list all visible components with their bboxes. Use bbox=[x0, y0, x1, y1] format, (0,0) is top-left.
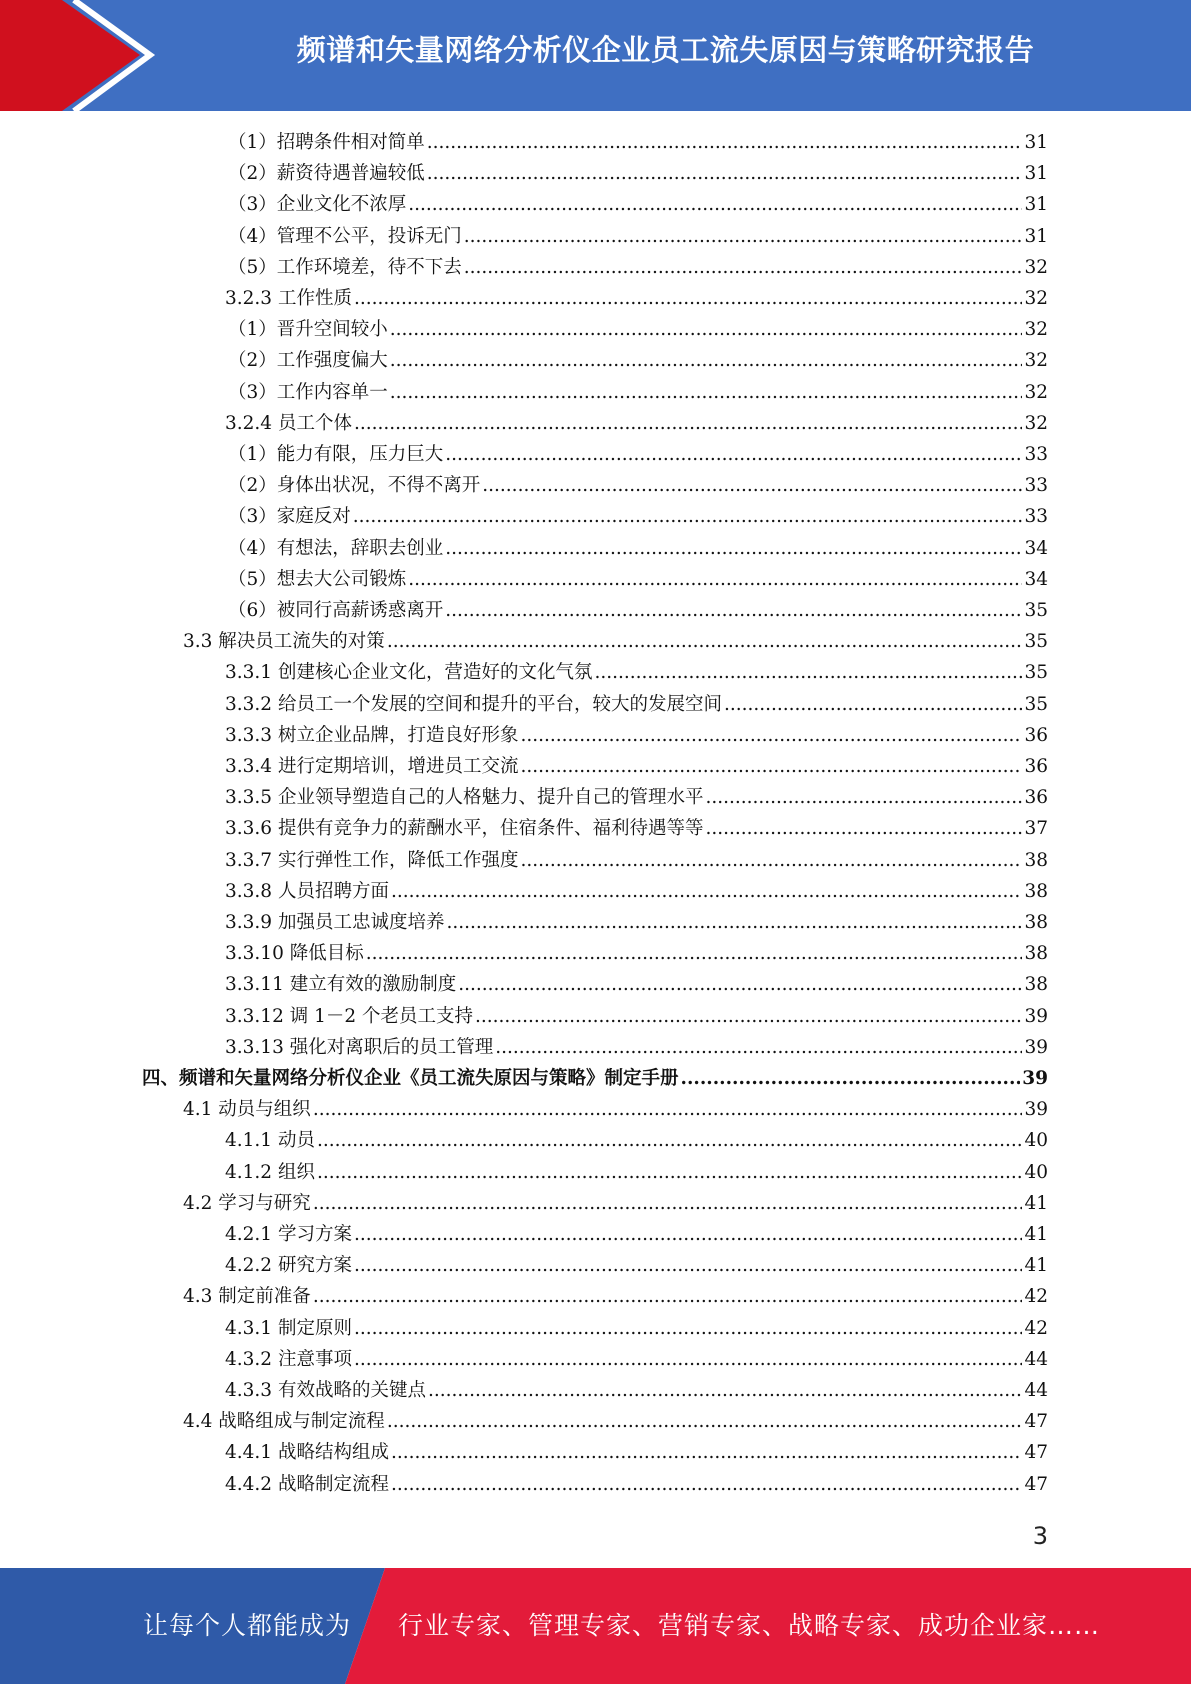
toc-entry-page: 37 bbox=[1024, 818, 1048, 840]
toc-dot-leader bbox=[313, 1094, 1023, 1125]
toc-dot-leader bbox=[354, 1250, 1023, 1281]
page-header bbox=[0, 0, 1191, 111]
toc-entry-page: 34 bbox=[1024, 537, 1048, 559]
toc-entry[interactable] bbox=[228, 595, 1048, 626]
toc-entry[interactable] bbox=[225, 751, 1048, 782]
toc-dot-leader bbox=[464, 221, 1023, 252]
toc-entry-page: 41 bbox=[1024, 1224, 1048, 1245]
toc-entry-page: 38 bbox=[1024, 943, 1048, 965]
toc-entry-page: 35 bbox=[1024, 631, 1048, 653]
toc-entry-page: 39 bbox=[1024, 1036, 1048, 1058]
toc-entry-page: 40 bbox=[1024, 1161, 1048, 1183]
toc-entry-page: 33 bbox=[1024, 475, 1048, 497]
toc-entry[interactable] bbox=[183, 1406, 1048, 1437]
toc-entry[interactable] bbox=[228, 470, 1048, 501]
toc-dot-leader bbox=[482, 470, 1022, 501]
toc-dot-leader bbox=[354, 1219, 1023, 1250]
toc-entry-label: （1）能力有限，压力巨大 bbox=[228, 444, 444, 465]
toc-entry[interactable] bbox=[228, 439, 1048, 470]
toc-entry-page: 42 bbox=[1024, 1286, 1048, 1308]
toc-entry-label: （3）家庭反对 bbox=[228, 506, 351, 528]
toc-entry-label: （5）想去大公司锻炼 bbox=[228, 568, 407, 590]
toc-entry[interactable] bbox=[183, 1188, 1048, 1219]
toc-dot-leader bbox=[594, 657, 1022, 688]
toc-entry-page: 31 bbox=[1024, 225, 1048, 247]
toc-entry[interactable] bbox=[225, 1313, 1048, 1344]
toc-entry-page: 39 bbox=[1022, 1068, 1048, 1089]
toc-entry-page: 35 bbox=[1024, 662, 1048, 684]
toc-entry[interactable] bbox=[228, 189, 1048, 220]
toc-dot-leader bbox=[354, 283, 1023, 314]
toc-entry-page: 47 bbox=[1024, 1442, 1048, 1464]
toc-entry-page: 31 bbox=[1024, 132, 1048, 153]
toc-entry-label: 4.4 战略组成与制定流程 bbox=[183, 1411, 385, 1433]
toc-entry-label: 4.4.1 战略结构组成 bbox=[225, 1442, 389, 1464]
toc-entry-page: 40 bbox=[1024, 1130, 1048, 1152]
toc-dot-leader bbox=[475, 1001, 1022, 1032]
toc-entry-page: 32 bbox=[1024, 319, 1048, 341]
toc-dot-leader bbox=[427, 127, 1023, 158]
toc-entry-page: 47 bbox=[1024, 1411, 1048, 1433]
toc-entry-label: （2）工作强度偏大 bbox=[228, 350, 388, 372]
footer-slogan-right: 行业专家、管理专家、营销专家、战略专家、成功企业家…… bbox=[398, 1611, 1101, 1640]
toc-dot-leader bbox=[313, 1188, 1023, 1219]
toc-entry-page: 38 bbox=[1024, 912, 1048, 933]
toc-entry-page: 44 bbox=[1024, 1380, 1048, 1401]
toc-dot-leader bbox=[408, 564, 1022, 595]
toc-entry[interactable] bbox=[225, 876, 1048, 907]
toc-dot-leader bbox=[391, 1437, 1022, 1468]
toc-dot-leader bbox=[445, 533, 1022, 564]
toc-entry-label: （1）晋升空间较小 bbox=[228, 319, 388, 341]
toc-dot-leader bbox=[495, 1032, 1022, 1063]
toc-entry-label: 3.3.7 实行弹性工作，降低工作强度 bbox=[225, 849, 519, 871]
toc-entry-label: 3.3.6 提供有竞争力的薪酬水平，住宿条件、福利待遇等等 bbox=[225, 818, 704, 840]
toc-entry-page: 38 bbox=[1024, 880, 1048, 902]
toc-entry[interactable] bbox=[225, 969, 1048, 1000]
toc-dot-leader bbox=[520, 751, 1022, 782]
toc-entry[interactable] bbox=[225, 1032, 1048, 1063]
toc-entry-label: 3.3.3 树立企业品牌，打造良好形象 bbox=[225, 724, 519, 746]
toc-dot-leader bbox=[445, 595, 1022, 626]
toc-dot-leader bbox=[408, 189, 1022, 220]
toc-dot-leader bbox=[353, 501, 1023, 532]
toc-dot-leader bbox=[366, 938, 1023, 969]
toc-dot-leader bbox=[705, 813, 1022, 844]
toc-entry[interactable] bbox=[228, 501, 1048, 532]
toc-entry-label: 四、频谱和矢量网络分析仪企业《员工流失原因与策略》制定手册 bbox=[142, 1068, 679, 1089]
toc-entry-label: 3.3 解决员工流失的对策 bbox=[183, 631, 385, 653]
toc-entry-page: 32 bbox=[1024, 412, 1048, 434]
toc-entry-label: 3.3.12 调 1－2 个老员工支持 bbox=[225, 1005, 474, 1027]
toc-entry-label: 3.3.9 加强员工忠诚度培养 bbox=[225, 912, 445, 933]
toc-entry-label: （1）招聘条件相对简单 bbox=[228, 132, 425, 153]
toc-dot-leader bbox=[354, 1313, 1023, 1344]
toc-entry-page: 34 bbox=[1024, 568, 1048, 590]
toc-entry[interactable] bbox=[183, 626, 1048, 657]
toc-dot-leader bbox=[458, 969, 1022, 1000]
toc-entry[interactable] bbox=[225, 1437, 1048, 1468]
toc-dot-leader bbox=[446, 907, 1022, 938]
page-footer bbox=[0, 1568, 1191, 1684]
toc-entry-page: 36 bbox=[1024, 787, 1048, 809]
toc-entry-label: 4.2 学习与研究 bbox=[183, 1192, 311, 1214]
toc-entry[interactable] bbox=[142, 1063, 1048, 1094]
toc-entry-page: 44 bbox=[1024, 1348, 1048, 1370]
toc-entry-page: 39 bbox=[1024, 1099, 1048, 1121]
toc-entry-label: 4.3.1 制定原则 bbox=[225, 1317, 352, 1339]
toc-entry[interactable] bbox=[225, 1375, 1048, 1406]
toc-entry[interactable] bbox=[183, 1094, 1048, 1125]
toc-dot-leader bbox=[445, 439, 1022, 470]
toc-entry[interactable] bbox=[225, 938, 1048, 969]
toc-entry[interactable] bbox=[225, 907, 1048, 938]
toc-entry-page: 32 bbox=[1024, 256, 1048, 278]
footer-slogan-left: 让每个人都能成为 bbox=[143, 1611, 352, 1640]
toc-entry[interactable] bbox=[228, 533, 1048, 564]
toc-dot-leader bbox=[387, 1406, 1023, 1437]
toc-entry-label: 3.3.4 进行定期培训，增进员工交流 bbox=[225, 756, 519, 777]
toc-entry[interactable] bbox=[228, 345, 1048, 376]
toc-entry-label: 4.3.2 注意事项 bbox=[225, 1348, 352, 1370]
toc-dot-leader bbox=[354, 1344, 1023, 1375]
toc-entry[interactable] bbox=[228, 377, 1048, 408]
toc-entry-label: （5）工作环境差，待不下去 bbox=[228, 256, 462, 278]
toc-entry-label: 3.3.1 创建核心企业文化，营造好的文化气氛 bbox=[225, 662, 593, 684]
toc-dot-leader bbox=[390, 314, 1023, 345]
toc-entry-page: 32 bbox=[1024, 381, 1048, 403]
toc-entry-label: 3.3.5 企业领导塑造自己的人格魅力、提升自己的管理水平 bbox=[225, 787, 704, 809]
toc-entry-page: 39 bbox=[1024, 1005, 1048, 1027]
toc-entry-label: 3.3.2 给员工一个发展的空间和提升的平台，较大的发展空间 bbox=[225, 693, 722, 715]
toc-entry-label: （6）被同行高薪诱惑离开 bbox=[228, 600, 444, 621]
toc-entry[interactable] bbox=[228, 252, 1048, 283]
toc-entry-page: 38 bbox=[1024, 974, 1048, 996]
toc-entry-label: （4）管理不公平，投诉无门 bbox=[228, 225, 462, 247]
toc-dot-leader bbox=[391, 1469, 1022, 1500]
toc-entry-label: 4.3.3 有效战略的关键点 bbox=[225, 1380, 426, 1401]
toc-entry-page: 42 bbox=[1024, 1317, 1048, 1339]
toc-entry-label: 4.3 制定前准备 bbox=[183, 1286, 311, 1308]
toc-entry-label: （3）工作内容单一 bbox=[228, 381, 388, 403]
toc-dot-leader bbox=[520, 720, 1022, 751]
toc-entry[interactable] bbox=[225, 720, 1048, 751]
toc-entry-label: 4.4.2 战略制定流程 bbox=[225, 1473, 389, 1495]
toc-entry[interactable] bbox=[228, 158, 1048, 189]
toc-entry-label: 3.2.3 工作性质 bbox=[225, 288, 352, 309]
toc-entry-page: 31 bbox=[1024, 194, 1048, 216]
toc-entry-label: 4.1.2 组织 bbox=[225, 1161, 315, 1183]
toc-entry-label: （2）身体出状况，不得不离开 bbox=[228, 475, 481, 497]
toc-entry-page: 35 bbox=[1024, 600, 1048, 621]
toc-entry[interactable] bbox=[225, 1157, 1048, 1188]
toc-entry-page: 47 bbox=[1024, 1473, 1048, 1495]
toc-entry[interactable] bbox=[225, 1250, 1048, 1281]
report-title: 频谱和矢量网络分析仪企业员工流失原因与策略研究报告 bbox=[296, 33, 1035, 67]
toc-entry[interactable] bbox=[225, 1344, 1048, 1375]
toc-entry[interactable] bbox=[228, 564, 1048, 595]
toc-entry[interactable] bbox=[225, 782, 1048, 813]
toc-dot-leader bbox=[520, 845, 1022, 876]
toc-dot-leader bbox=[724, 689, 1022, 720]
toc-entry-page: 32 bbox=[1024, 350, 1048, 372]
toc-dot-leader bbox=[317, 1157, 1023, 1188]
toc-entry-page: 31 bbox=[1024, 163, 1048, 185]
toc-dot-leader bbox=[390, 377, 1023, 408]
toc-dot-leader bbox=[428, 1375, 1022, 1406]
toc-entry[interactable] bbox=[225, 1219, 1048, 1250]
toc-dot-leader bbox=[391, 876, 1022, 907]
toc-entry-page: 36 bbox=[1024, 756, 1048, 777]
toc-entry[interactable] bbox=[225, 283, 1048, 314]
toc-entry[interactable] bbox=[225, 845, 1048, 876]
toc-entry[interactable] bbox=[225, 813, 1048, 844]
toc-entry-label: 3.3.13 强化对离职后的员工管理 bbox=[225, 1036, 494, 1058]
toc-entry[interactable] bbox=[225, 1125, 1048, 1156]
toc-entry-page: 35 bbox=[1024, 693, 1048, 715]
toc-entry-label: （4）有想法，辞职去创业 bbox=[228, 537, 444, 559]
toc-entry-page: 36 bbox=[1024, 724, 1048, 746]
toc-entry-label: 3.3.10 降低目标 bbox=[225, 943, 364, 965]
toc-entry-label: 3.3.8 人员招聘方面 bbox=[225, 880, 389, 902]
toc-entry[interactable] bbox=[225, 1469, 1048, 1500]
toc-entry[interactable] bbox=[228, 221, 1048, 252]
toc-entry-page: 41 bbox=[1024, 1255, 1048, 1277]
toc-entry[interactable] bbox=[225, 657, 1048, 688]
toc-entry-label: 4.1.1 动员 bbox=[225, 1130, 315, 1152]
toc-dot-leader bbox=[390, 345, 1023, 376]
toc-entry-label: 4.1 动员与组织 bbox=[183, 1099, 311, 1121]
toc-entry-label: 4.2.1 学习方案 bbox=[225, 1224, 352, 1245]
toc-entry-page: 41 bbox=[1024, 1192, 1048, 1214]
page-number: 3 bbox=[1032, 1522, 1048, 1550]
toc-dot-leader bbox=[705, 782, 1022, 813]
toc-dot-leader bbox=[427, 158, 1023, 189]
toc-entry-page: 33 bbox=[1024, 444, 1048, 465]
toc-entry[interactable] bbox=[225, 689, 1048, 720]
toc-entry-label: 3.3.11 建立有效的激励制度 bbox=[225, 974, 457, 996]
toc-entry[interactable] bbox=[225, 1001, 1048, 1032]
toc-entry[interactable] bbox=[228, 127, 1048, 158]
toc-dot-leader bbox=[387, 626, 1023, 657]
toc-entry[interactable] bbox=[228, 314, 1048, 345]
toc-entry[interactable] bbox=[183, 1281, 1048, 1312]
toc-dot-leader bbox=[317, 1125, 1023, 1156]
toc-entry-page: 33 bbox=[1024, 506, 1048, 528]
toc-entry-label: （2）薪资待遇普遍较低 bbox=[228, 163, 425, 185]
toc-dot-leader bbox=[354, 408, 1023, 439]
toc-entry-page: 32 bbox=[1024, 288, 1048, 309]
toc-entry-label: 4.2.2 研究方案 bbox=[225, 1255, 352, 1277]
toc-entry-label: （3）企业文化不浓厚 bbox=[228, 194, 407, 216]
toc-entry-label: 3.2.4 员工个体 bbox=[225, 412, 352, 434]
toc-entry-page: 38 bbox=[1024, 849, 1048, 871]
toc-entry[interactable] bbox=[225, 408, 1048, 439]
header-chevron-icon bbox=[0, 0, 160, 111]
toc-dot-leader bbox=[313, 1281, 1023, 1312]
toc-dot-leader bbox=[464, 252, 1023, 283]
toc-dot-leader bbox=[681, 1063, 1021, 1094]
